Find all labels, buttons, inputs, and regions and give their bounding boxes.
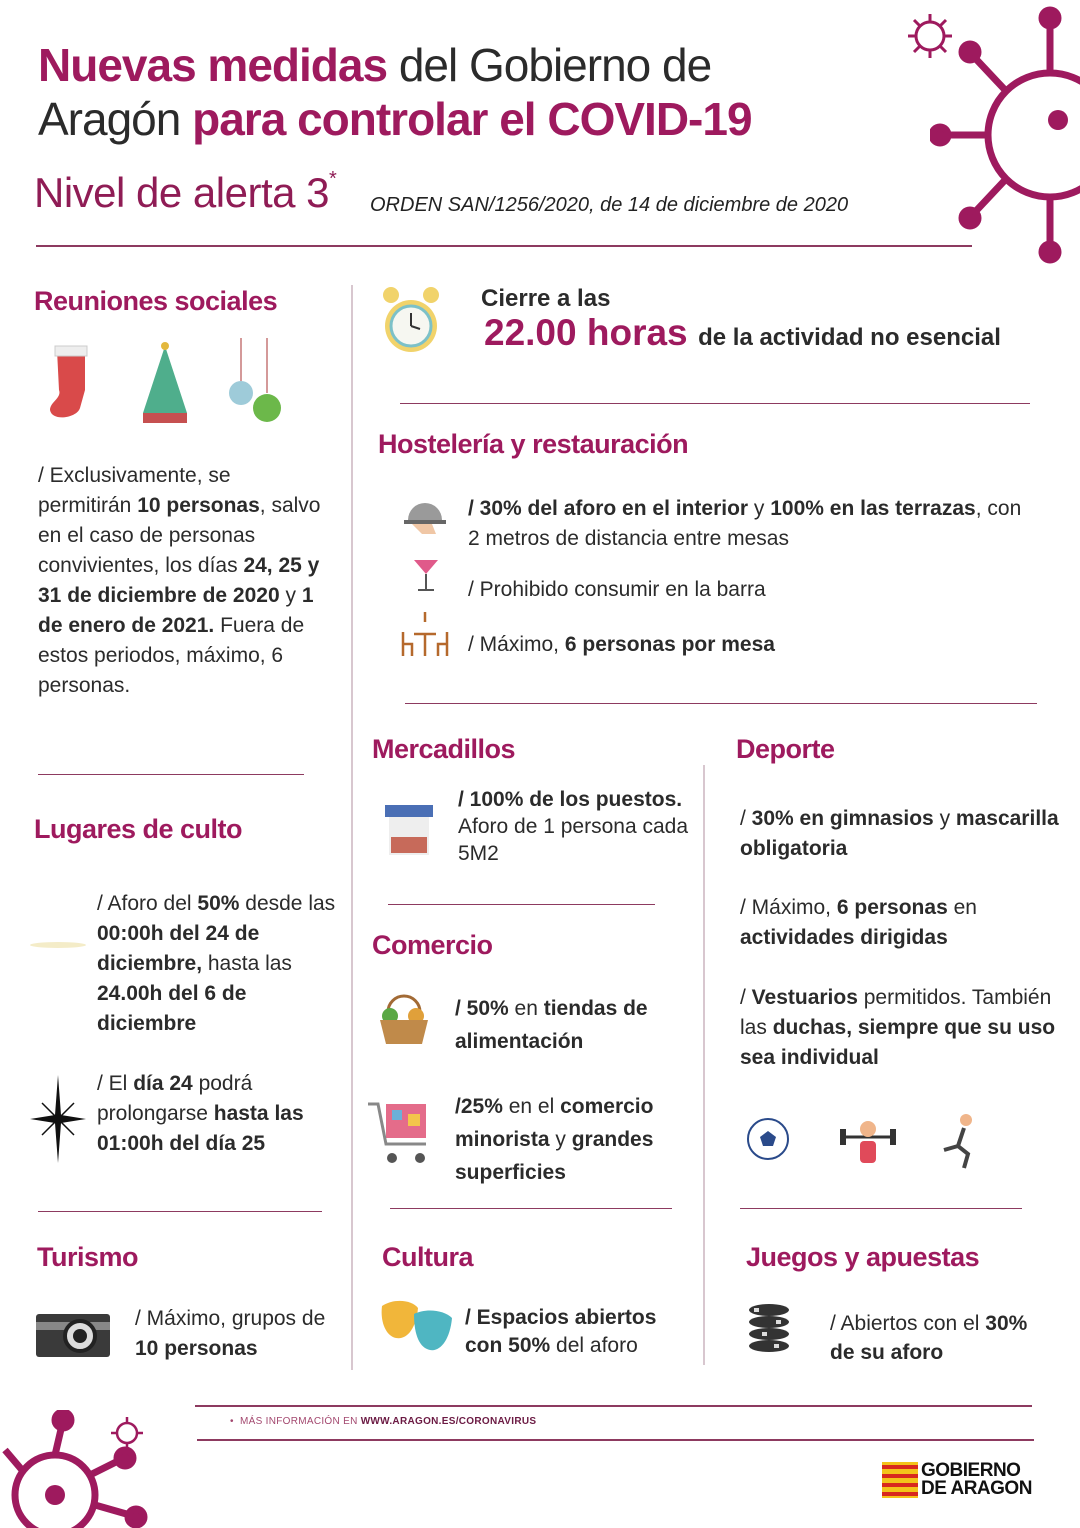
section-heading-cultura: Cultura xyxy=(382,1242,473,1272)
star-icon xyxy=(30,1075,86,1163)
more-info-link[interactable]: WWW.ARAGON.ES/CORONAVIRUS xyxy=(360,1416,537,1427)
bold-text: 100% en las terrazas xyxy=(770,497,976,520)
hosteleria-item xyxy=(468,630,1038,660)
bold-text: 10 personas xyxy=(135,1337,258,1360)
bold-text: para controlar el COVID-19 xyxy=(192,93,752,145)
section-heading-turismo: Turismo xyxy=(37,1242,139,1272)
text: / xyxy=(740,807,752,830)
bold-text: mascarilla obligatoria xyxy=(740,807,1059,860)
christmas-stocking-icon xyxy=(45,340,100,425)
section-heading-comercio: Comercio xyxy=(372,930,493,960)
casino-chips-icon xyxy=(746,1302,792,1360)
more-info-label: MÁS INFORMACIÓN EN xyxy=(239,1416,361,1427)
text: / Aforo del xyxy=(97,892,198,915)
text: y xyxy=(549,1128,572,1151)
text: hasta las xyxy=(202,952,292,975)
text: del aforo xyxy=(550,1334,638,1357)
closing-label: Cierre a las xyxy=(481,285,611,312)
logo-text xyxy=(921,1462,1032,1498)
reuniones-text xyxy=(38,461,323,701)
text: / Prohibido consumir en la barra xyxy=(468,578,766,601)
section-heading-hosteleria: Hostelería y restauración xyxy=(378,429,689,459)
comercio-item xyxy=(455,992,695,1058)
divider xyxy=(38,774,304,775)
title-line-1 xyxy=(38,38,752,92)
text: y xyxy=(279,584,302,607)
closing-time: 22.00 horas xyxy=(484,312,688,353)
text: / Exclusivamente, se permitirán xyxy=(38,464,231,517)
deporte-item xyxy=(740,804,1060,864)
market-stall-icon xyxy=(383,803,435,857)
divider xyxy=(38,1211,322,1212)
juegos-text xyxy=(830,1309,1050,1367)
section-heading-reuniones: Reuniones sociales xyxy=(34,286,278,316)
ornaments-icon xyxy=(225,338,285,428)
bold-text: 00:00h del 24 de diciembre, xyxy=(97,922,260,975)
section-heading-culto: Lugares de culto xyxy=(34,814,243,844)
text: / Máximo, xyxy=(740,896,837,919)
section-heading-juegos: Juegos y apuestas xyxy=(746,1242,980,1272)
text: , con 2 metros de distancia entre mesas xyxy=(468,497,1022,550)
divider xyxy=(36,245,972,247)
text: en el xyxy=(502,1095,561,1118)
text: y xyxy=(933,807,956,830)
bold-text: Nuevas medidas xyxy=(38,39,388,91)
text: / Máximo, xyxy=(468,633,565,656)
aragon-flag-icon xyxy=(882,1462,918,1498)
text: podrá prolongarse xyxy=(97,1072,253,1125)
divider xyxy=(197,1439,1034,1441)
closing-description: de la actividad no esencial xyxy=(698,324,1001,351)
text: del Gobierno de xyxy=(387,39,712,91)
sparkle-icon xyxy=(28,930,88,960)
camera-icon xyxy=(36,1308,111,1358)
bold-text: grandes superficies xyxy=(455,1128,654,1184)
text: en xyxy=(947,896,977,919)
text: / Máximo, grupos de xyxy=(135,1307,326,1330)
text: / Abiertos con el xyxy=(830,1312,986,1335)
gobierno-aragon-logo xyxy=(882,1462,1032,1498)
cocktail-glass-icon xyxy=(410,550,442,594)
bold-text: 1 de enero de 2021. xyxy=(38,584,314,637)
column-divider xyxy=(703,765,705,1365)
runner-icon xyxy=(940,1112,980,1170)
bold-text: 24.00h del 6 de diciembre xyxy=(97,982,247,1035)
bold-text: 10 personas xyxy=(137,494,260,517)
divider xyxy=(390,1208,672,1209)
bold-text: / 50% xyxy=(455,997,509,1020)
culto-item xyxy=(97,1069,347,1159)
logo-line: GOBIERNO xyxy=(921,1460,1021,1481)
bold-text: 6 personas por mesa xyxy=(564,633,775,656)
footnote-mark: * xyxy=(329,168,337,190)
turismo-text xyxy=(135,1304,335,1364)
bold-text: actividades dirigidas xyxy=(740,926,948,949)
soccer-ball-icon xyxy=(746,1117,790,1161)
bullet: • xyxy=(230,1416,240,1427)
small-virus-icon xyxy=(906,12,954,60)
deporte-item xyxy=(740,983,1060,1073)
alarm-clock-icon xyxy=(380,283,442,359)
alert-level xyxy=(34,168,336,217)
text: / El xyxy=(97,1072,134,1095)
text: Fuera de estos periodos, máximo, 6 personas. xyxy=(38,614,305,697)
title-line-2 xyxy=(38,92,752,146)
bold-text: 30% de su aforo xyxy=(830,1312,1028,1364)
mercadillos-text xyxy=(458,786,688,867)
text: Aforo de 1 persona cada 5M2 xyxy=(458,815,688,865)
text: desde las xyxy=(239,892,336,915)
column-divider xyxy=(351,285,353,1370)
divider xyxy=(740,1208,1022,1209)
hosteleria-item xyxy=(468,494,1038,554)
theater-masks-icon xyxy=(380,1298,456,1356)
text: y xyxy=(748,497,771,520)
bold-text: día 24 xyxy=(133,1072,193,1095)
bold-text: / Espacios abiertos con 50% xyxy=(465,1306,657,1357)
table-chairs-icon xyxy=(400,612,450,658)
small-virus-icon xyxy=(110,1416,144,1450)
divider xyxy=(405,703,1037,704)
bold-text: / 30% del aforo en el interior xyxy=(468,497,749,520)
closing-time-line xyxy=(484,312,1001,354)
weightlifter-icon xyxy=(838,1115,898,1167)
bold-text: Vestuarios xyxy=(751,986,858,1009)
comercio-item xyxy=(455,1090,700,1189)
alert-level-text: Nivel de alerta 3 xyxy=(34,169,329,216)
bold-text: 50% xyxy=(197,892,240,915)
bold-text: comercio minorista xyxy=(455,1095,654,1151)
logo-line: DE ARAGON xyxy=(921,1478,1032,1499)
bold-text: /25% xyxy=(455,1095,503,1118)
more-info xyxy=(230,1416,536,1427)
bold-text: / 100% de los puestos. xyxy=(458,788,683,811)
order-reference: ORDEN SAN/1256/2020, de 14 de diciembre de 2020 xyxy=(370,194,849,216)
text: Aragón xyxy=(38,93,193,145)
grocery-basket-icon xyxy=(376,992,432,1048)
bold-text: 24, 25 y 31 de diciembre de 2020 xyxy=(38,554,320,607)
divider xyxy=(195,1405,1032,1407)
text: / xyxy=(740,986,752,1009)
hosteleria-item xyxy=(468,575,1038,605)
shopping-cart-icon xyxy=(366,1100,434,1168)
divider xyxy=(400,403,1030,404)
bold-text: tiendas de alimentación xyxy=(455,997,648,1053)
text: , salvo en el caso de personas convivientes, los días xyxy=(38,494,321,577)
divider xyxy=(388,904,655,905)
text: permitidos. También las xyxy=(740,986,1052,1039)
cultura-text xyxy=(465,1304,695,1360)
section-heading-deporte: Deporte xyxy=(736,734,835,764)
serving-cloche-icon xyxy=(402,490,448,540)
deporte-item xyxy=(740,893,1060,953)
bold-text: 6 personas xyxy=(836,896,948,919)
christmas-tree-icon xyxy=(135,338,195,428)
bold-text: 30% en gimnasios xyxy=(751,807,934,830)
page-title xyxy=(38,38,752,146)
bold-text: hasta las 01:00h del día 25 xyxy=(97,1102,304,1155)
culto-item xyxy=(97,889,347,1039)
text: en xyxy=(508,997,544,1020)
section-heading-mercadillos: Mercadillos xyxy=(372,734,516,764)
bold-text: duchas, siempre que su uso sea individual xyxy=(740,1016,1056,1069)
